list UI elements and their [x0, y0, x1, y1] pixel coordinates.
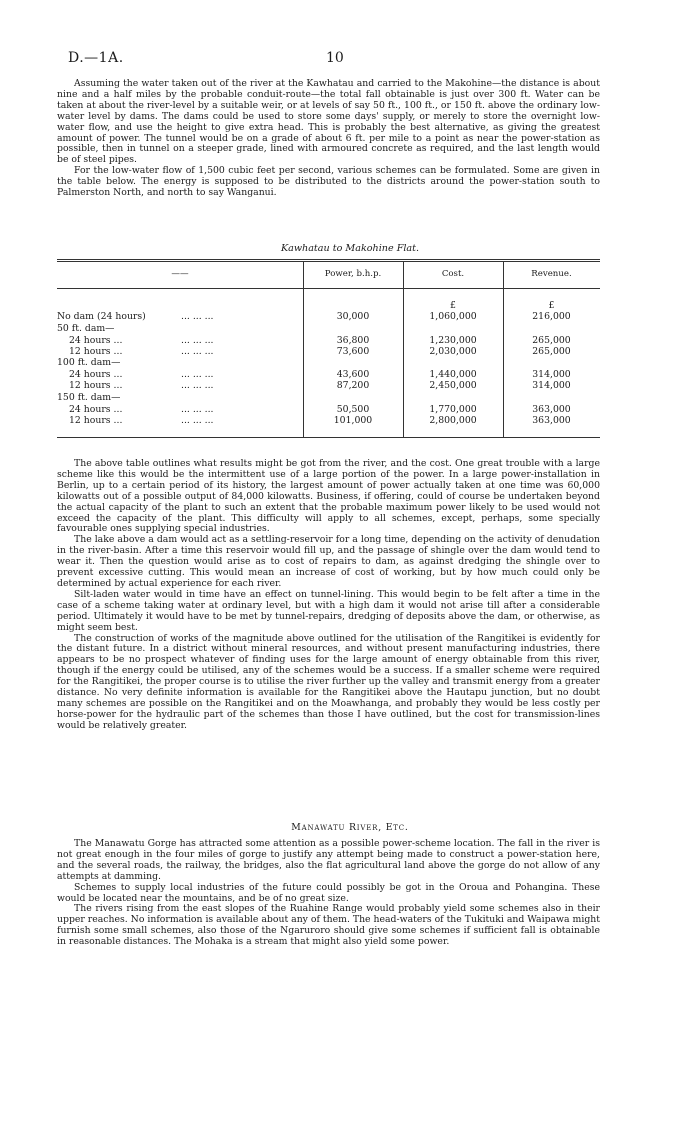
leader-dots: ... ... ...	[181, 404, 214, 415]
table-group-label: 150 ft. dam—	[57, 392, 121, 403]
paragraph: The lake above a dam would act as a settling-reservoir for a long time, depending on the activity of denudation in the river-basin. After a time this reservoir would fill up, and the passage of shingle over the dam would tend to wear it. Then the question would arise as to cost of repairs to dam, as against dredging the shingle over to prevent excessive cutting. This would mean an increase of cost of working, but by how much could only be determined by actual experience for each river.	[57, 534, 600, 589]
revenue-value: 363,000	[532, 404, 571, 415]
leader-dots: ... ... ...	[181, 335, 214, 346]
cost-value: 1,060,000	[429, 311, 477, 322]
table-group-label: 50 ft. dam—	[57, 323, 115, 334]
leader-dots: ... ... ...	[181, 369, 214, 380]
power-value: 73,600	[336, 346, 370, 357]
paragraph: The above table outlines what results might be got from the river, and the cost. One great trouble with a large scheme like this would be the intermittent use of a large portion of the power. In a large power-installation in Berlin, up to a certain period of its history, the largest amount of power actually taken at one time was 60,000 kilowatts out of a possible output of 84,000 kilowatts. Business, if offering, could of course be undertaken beyond the actual capacity of the plant to such an extent that the probable maximum power likely to be used would not exceed the capacity of the plant. This difficulty will apply to all schemes, except, perhaps, some specially favourable ones supplying special industries.	[57, 458, 600, 535]
paragraph: For the low-water flow of 1,500 cubic feet per second, various schemes can be formulated. Some are given in the table below. The energy is supposed to be distributed to the districts around the power-station south to Palmerston North, and north to say Wanganui.	[57, 165, 600, 199]
leader-dots: ... ... ...	[181, 415, 214, 426]
cost-value: 2,030,000	[429, 346, 477, 357]
table-top-rule-double	[57, 261, 600, 262]
discussion-text	[57, 459, 600, 732]
revenue-value: 363,000	[532, 415, 571, 426]
revenue-value: 265,000	[532, 346, 571, 357]
power-scheme-table	[57, 259, 600, 438]
leader-dots: ... ... ...	[181, 311, 214, 322]
table-top-rule	[57, 259, 600, 260]
table-row-label: 24 hours ...	[69, 369, 123, 380]
paragraph: The construction of works of the magnitude above outlined for the utilisation of the Rangitikei is evidently for the distant future. In a district without mineral resources, and without present manufacturing industries, there appears to be no prospect whatever of finding uses for the large amount of energy obtainable from this river, though if the energy could be utilised, any of the schemes would be a success. If a smaller scheme were required for the Rangitikei, the proper course is to utilise the river further up the valley and transmit energy from a greater distance. No very definite information is available for the Rangitikei above the Hautapu junction, but no doubt many schemes are possible on the Rangitikei and on the Moawhanga, and probably they would be less costly per horse-power for the hydraulic part of the schemes than those I have outlined, but the cost for transmission-lines would be relatively greater.	[57, 632, 601, 731]
revenue-value: 265,000	[532, 335, 571, 346]
revenue-value: 314,000	[532, 380, 571, 391]
column-header-cost: Cost.	[441, 269, 465, 279]
table-row-label: 12 hours ...	[69, 346, 123, 357]
document-reference: D.—1A.	[68, 50, 124, 66]
table-row-label: 24 hours ...	[69, 335, 123, 346]
paragraph: The Manawatu Gorge has attracted some attention as a possible power-scheme location. The fall in the river is not great enough in the four miles of gorge to justify any attempt being made to construct a power-station here, and the several roads, the railway, the bridges, also the flat agricultural land above the gorge do not allow of any attempts at damming.	[57, 838, 600, 882]
column-header-revenue: Revenue.	[531, 269, 572, 279]
cost-value: 1,440,000	[429, 369, 477, 380]
table-row-label: 12 hours ...	[69, 380, 123, 391]
revenue-value: 314,000	[532, 369, 571, 380]
power-value: 50,500	[336, 404, 370, 415]
currency-symbol: £	[450, 300, 456, 311]
manawatu-text	[57, 839, 600, 948]
table-header-rule	[57, 288, 600, 289]
column-header-power: Power, b.h.p.	[324, 269, 382, 279]
power-value: 87,200	[336, 380, 370, 391]
page-number: 10	[326, 50, 344, 66]
table-title: Kawhatau to Makohine Flat.	[280, 243, 420, 254]
leader-dots: ... ... ...	[181, 380, 214, 391]
cost-value: 1,770,000	[429, 404, 477, 415]
power-value: 36,800	[336, 335, 370, 346]
power-value: 43,600	[336, 369, 370, 380]
currency-symbol: £	[548, 300, 555, 311]
section-heading: Manawatu River, Etc.	[291, 822, 409, 833]
paragraph: Assuming the water taken out of the river at the Kawhatau and carried to the Makohine—the distance is about nine and a half miles by the probable conduit-route—the total fall obtainable is just over 300 ft. Water can be taken at about the river-level by a suitable weir, or at levels of say 50 ft., 100 ft., or 150 ft. above the ordinary low-water level by dams. The dams could be used to store some days' supply, or merely to store the overnight low-water flow, and use the height to give extra head. This is probably the best alternative, as giving the greatest amount of power. The tunnel would be on a grade of about 6 ft. per mile to a point as near the power-station as possible, then in tunnel on a steeper grade, lined with armoured concrete as required, and the last length would be of steel pipes.	[57, 78, 600, 166]
table-group-label: 100 ft. dam—	[57, 357, 121, 368]
cost-value: 1,230,000	[429, 335, 477, 346]
revenue-value: 216,000	[532, 311, 571, 322]
table-row-label: 12 hours ...	[69, 415, 123, 426]
paragraph: Schemes to supply local industries of the future could possibly be got in the Oroua and Pohangina. These would be located near the mountains, and be of no great size.	[57, 881, 600, 904]
intro-text	[57, 79, 600, 199]
table-bottom-rule	[57, 437, 600, 438]
power-value: 30,000	[336, 311, 370, 322]
cost-value: 2,450,000	[429, 380, 477, 391]
table-row-label: 24 hours ...	[69, 404, 123, 415]
cost-value: 2,800,000	[429, 415, 477, 426]
power-value: 101,000	[333, 415, 373, 426]
paragraph: Silt-laden water would in time have an effect on tunnel-lining. This would begin to be felt after a time in the case of a scheme taking water at ordinary level, but with a high dam it would not arise till after a considerable period. Ultimately it would have to be met by tunnel-repairs, dredging of deposits above the dam, or otherwise, as might seem best.	[57, 588, 600, 633]
leader-dots: ... ... ...	[181, 346, 214, 357]
table-row-label: No dam (24 hours)	[57, 311, 146, 322]
paragraph: The rivers rising from the east slopes of the Ruahine Range would probably yield some schemes also in their upper reaches. No information is available about any of them. The head-waters of the Tukituki and Waipawa might furnish some small schemes, also those of the Ngaruroro should give some schemes if sufficient fall is obtainable in reasonable distances. The Mohaka is a stream that might also yield some power.	[57, 903, 600, 948]
table-blank-header: ——	[171, 269, 189, 279]
